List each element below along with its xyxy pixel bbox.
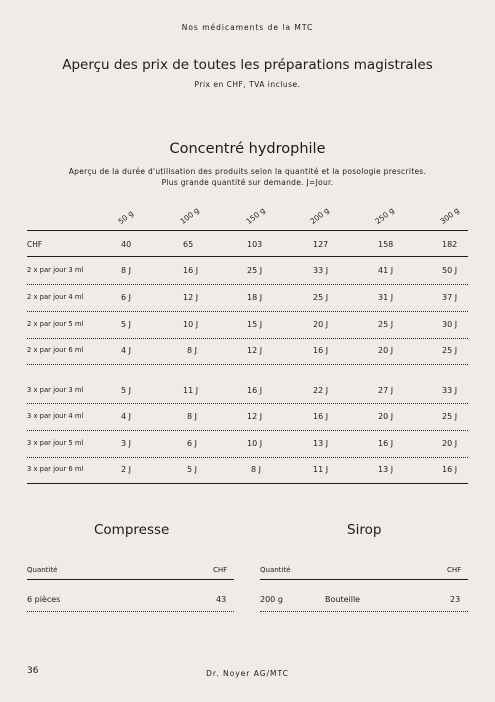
sirop-header-rule <box>260 579 468 580</box>
price-cell: 127 <box>313 240 329 249</box>
duration-cell: 10 J <box>247 439 263 448</box>
duration-cell: 8 J <box>187 412 197 421</box>
dosage-label: 2 x par jour 6 ml <box>27 346 84 354</box>
dosage-label: 2 x par jour 3 ml <box>27 266 84 274</box>
sirop-quantity-header: Quantité <box>260 566 291 574</box>
duration-cell: 6 J <box>121 293 131 302</box>
compresse-chf-header: CHF <box>213 566 228 574</box>
dosage-label: 3 x par jour 6 ml <box>27 465 84 473</box>
row-divider <box>27 364 468 365</box>
price-row-rule <box>27 256 468 257</box>
footer-company: Dr. Noyer AG/MTC <box>206 669 289 678</box>
column-header: 100 g <box>178 205 201 226</box>
duration-cell: 5 J <box>121 320 131 329</box>
row-divider <box>27 338 468 339</box>
duration-cell: 18 J <box>247 293 263 302</box>
duration-cell: 16 J <box>247 386 263 395</box>
row-divider <box>27 430 468 431</box>
sirop-chf-header: CHF <box>447 566 462 574</box>
row-divider <box>27 311 468 312</box>
dosage-label: 2 x par jour 4 ml <box>27 293 84 301</box>
page-header: Nos médicaments de la MTC <box>181 23 314 32</box>
duration-cell: 25 J <box>378 320 394 329</box>
duration-cell: 16 J <box>442 465 458 474</box>
table-bottom-rule <box>27 483 468 484</box>
sirop-heading: Sirop <box>347 522 382 538</box>
duration-cell: 27 J <box>378 386 394 395</box>
duration-cell: 12 J <box>247 412 263 421</box>
duration-cell: 15 J <box>247 320 263 329</box>
duration-cell: 33 J <box>313 266 329 275</box>
sirop-row-divider <box>260 611 468 612</box>
duration-cell: 10 J <box>183 320 199 329</box>
duration-cell: 25 J <box>442 346 458 355</box>
column-header: 150 g <box>244 205 267 226</box>
duration-cell: 4 J <box>121 346 131 355</box>
duration-cell: 30 J <box>442 320 458 329</box>
duration-cell: 16 J <box>183 266 199 275</box>
duration-cell: 8 J <box>121 266 131 275</box>
compresse-header-rule <box>27 579 234 580</box>
price-cell: 103 <box>247 240 263 249</box>
description-line-1: Aperçu de la durée d'utilisation des produits selon la quantité et la posologie prescrites. <box>68 167 427 176</box>
duration-cell: 13 J <box>378 465 394 474</box>
duration-cell: 25 J <box>247 266 263 275</box>
duration-cell: 16 J <box>378 439 394 448</box>
duration-cell: 12 J <box>247 346 263 355</box>
compresse-row-divider <box>27 611 234 612</box>
compresse-quantity-header: Quantité <box>27 566 58 574</box>
sirop-type: Bouteille <box>325 595 361 604</box>
row-divider <box>27 457 468 458</box>
dosage-label: 2 x par jour 5 ml <box>27 320 84 328</box>
duration-cell: 2 J <box>121 465 131 474</box>
duration-cell: 5 J <box>187 465 197 474</box>
duration-cell: 33 J <box>442 386 458 395</box>
duration-cell: 4 J <box>121 412 131 421</box>
table-header-rule <box>27 230 468 231</box>
duration-cell: 16 J <box>313 346 329 355</box>
duration-cell: 25 J <box>442 412 458 421</box>
duration-cell: 11 J <box>183 386 199 395</box>
duration-cell: 25 J <box>313 293 329 302</box>
description-line-2: Plus grande quantité sur demande. J=Jour. <box>161 178 334 187</box>
column-header: 50 g <box>116 208 136 226</box>
column-header: 250 g <box>373 205 396 226</box>
price-cell: 40 <box>121 240 132 249</box>
duration-cell: 37 J <box>442 293 458 302</box>
page-title: Aperçu des prix de toutes les préparations magistrales <box>62 57 433 73</box>
duration-cell: 50 J <box>442 266 458 275</box>
duration-cell: 20 J <box>313 320 329 329</box>
dosage-label: 3 x par jour 3 ml <box>27 386 84 394</box>
page-number: 36 <box>27 666 39 676</box>
duration-cell: 5 J <box>121 386 131 395</box>
duration-cell: 11 J <box>313 465 329 474</box>
duration-cell: 16 J <box>313 412 329 421</box>
column-header: 300 g <box>438 205 461 226</box>
price-row-label: CHF <box>27 240 43 249</box>
duration-cell: 20 J <box>378 412 394 421</box>
duration-cell: 6 J <box>187 439 197 448</box>
row-divider <box>27 284 468 285</box>
section-heading: Concentré hydrophile <box>169 141 326 157</box>
duration-cell: 13 J <box>313 439 329 448</box>
price-cell: 158 <box>378 240 394 249</box>
duration-cell: 20 J <box>378 346 394 355</box>
duration-cell: 22 J <box>313 386 329 395</box>
page-subtitle: Prix en CHF, TVA incluse. <box>194 80 301 89</box>
price-cell: 182 <box>442 240 458 249</box>
compresse-quantity: 6 pièces <box>27 595 61 604</box>
row-divider <box>27 403 468 404</box>
sirop-quantity: 200 g <box>260 595 283 604</box>
column-header: 200 g <box>308 205 331 226</box>
duration-cell: 8 J <box>187 346 197 355</box>
dosage-label: 3 x par jour 4 ml <box>27 412 84 420</box>
price-cell: 65 <box>183 240 194 249</box>
compresse-price: 43 <box>216 595 227 604</box>
section-description <box>0 166 495 188</box>
duration-cell: 12 J <box>183 293 199 302</box>
duration-cell: 31 J <box>378 293 394 302</box>
duration-cell: 3 J <box>121 439 131 448</box>
duration-cell: 41 J <box>378 266 394 275</box>
duration-cell: 8 J <box>251 465 261 474</box>
sirop-price: 23 <box>450 595 461 604</box>
dosage-label: 3 x par jour 5 ml <box>27 439 84 447</box>
compresse-heading: Compresse <box>94 522 170 538</box>
duration-cell: 20 J <box>442 439 458 448</box>
